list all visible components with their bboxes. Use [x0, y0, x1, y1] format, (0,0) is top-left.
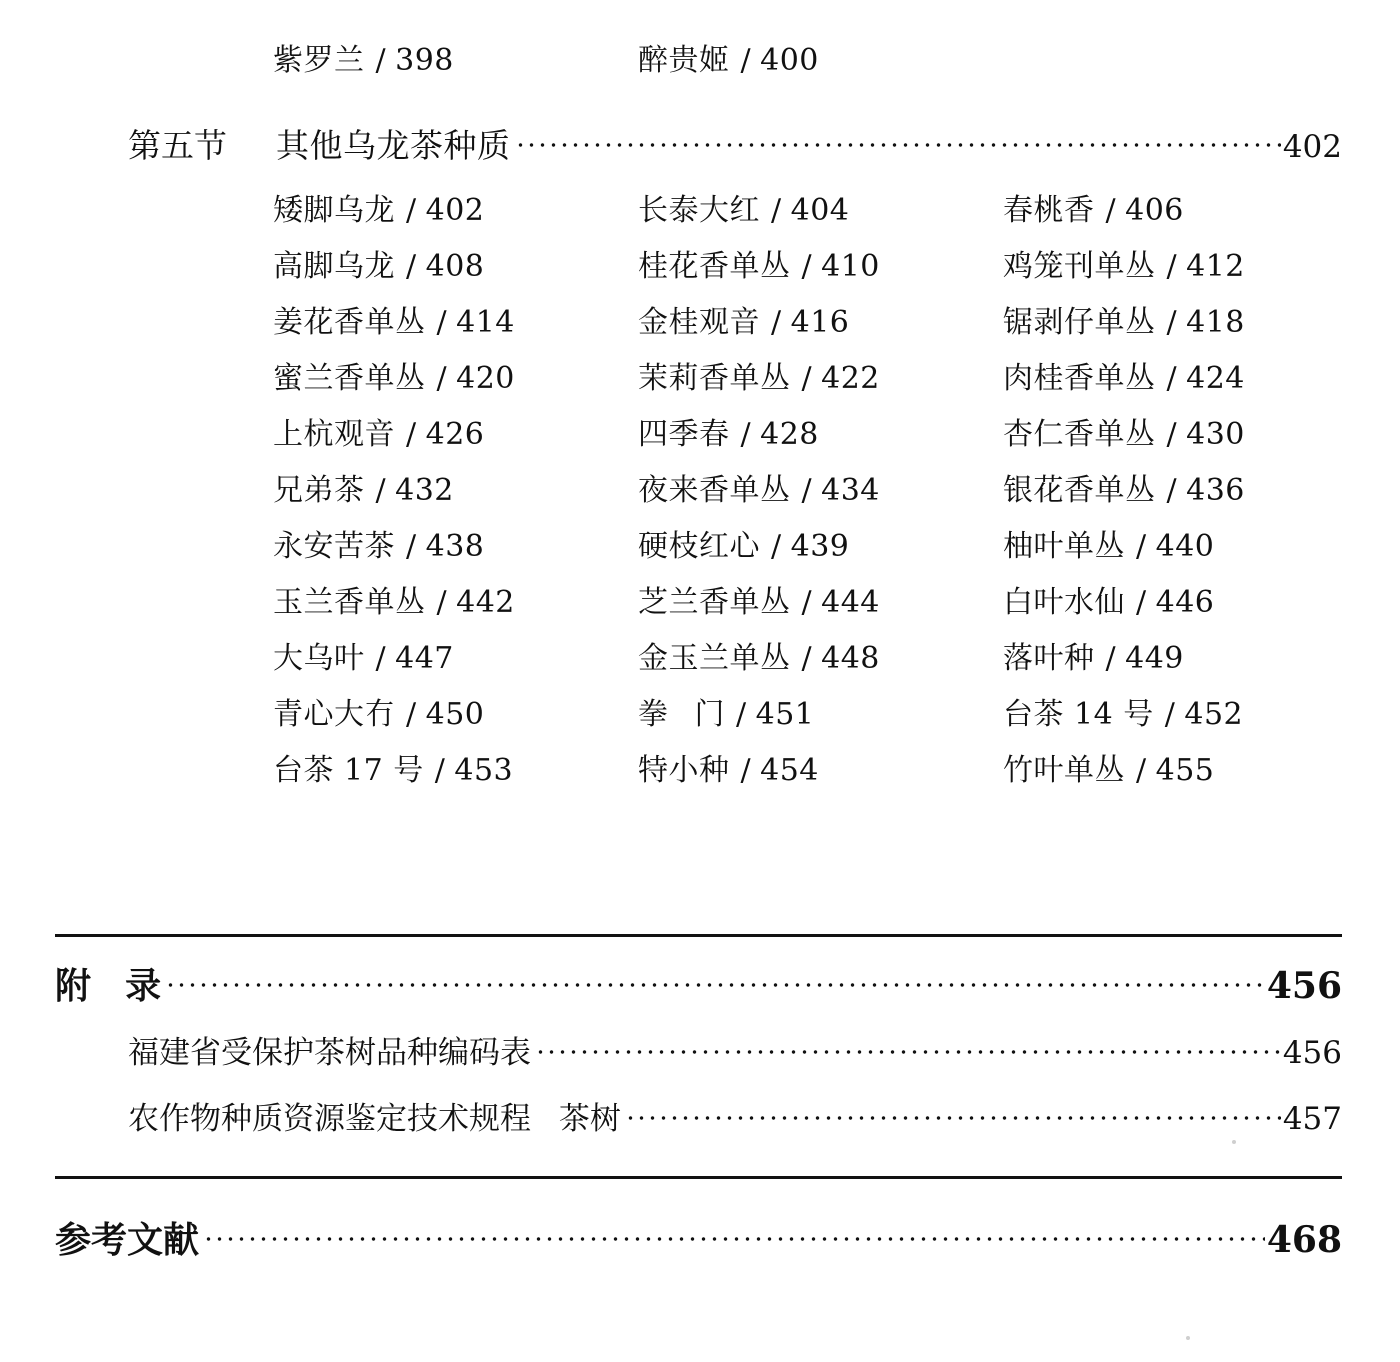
entry-name: 醉贵姬 — [638, 43, 730, 78]
entry-separator: / — [1166, 305, 1178, 340]
entry-page-number: 455 — [1155, 753, 1215, 788]
entry-page-number: 448 — [821, 641, 880, 676]
toc-entry[interactable] — [638, 473, 1003, 508]
entry-page-number: 438 — [425, 529, 485, 564]
toc-entry[interactable] — [273, 193, 638, 228]
entry-page-number: 430 — [1186, 417, 1245, 452]
entry-separator: / — [736, 697, 747, 732]
cultivar-entry-grid — [273, 193, 1368, 788]
dot-leader — [203, 1216, 1265, 1252]
toc-entry[interactable] — [273, 361, 638, 396]
entry-separator: / — [1166, 361, 1178, 396]
toc-entry[interactable] — [273, 641, 638, 676]
entry-name: 桂花香单丛 — [638, 249, 791, 284]
entry-separator: / — [436, 361, 448, 396]
appendix-title: 附录 — [55, 965, 162, 1007]
appendix-item-title-main: 农作物种质资源鉴定技术规程 — [128, 1101, 531, 1137]
entry-name: 上杭观音 — [273, 417, 395, 452]
horizontal-rule — [55, 934, 1342, 937]
entry-page-number: 398 — [395, 43, 454, 78]
toc-entry[interactable] — [638, 417, 1003, 452]
toc-entry[interactable] — [1003, 249, 1368, 284]
entry-separator: / — [406, 193, 417, 228]
entry-page-number: 404 — [790, 193, 850, 228]
toc-entry[interactable] — [1003, 529, 1368, 564]
toc-entry[interactable] — [273, 529, 638, 564]
dot-leader — [165, 962, 1265, 998]
entry-page-number: 428 — [760, 417, 819, 452]
entry-name: 锯剥仔单丛 — [1003, 305, 1156, 340]
section-number: 第五节 — [128, 126, 227, 165]
toc-entry[interactable] — [638, 193, 1003, 228]
entry-name: 特小种 — [638, 753, 730, 788]
entry-page-number: 447 — [395, 641, 454, 676]
entry-page-number: 420 — [456, 361, 515, 396]
entry-page-number: 451 — [755, 697, 815, 732]
entry-page-number: 446 — [1155, 585, 1215, 620]
appendix-item-title: 福建省受保护茶树品种编码表 — [128, 1035, 531, 1071]
entry-page-number: 424 — [1186, 361, 1245, 396]
entry-page-number: 434 — [821, 473, 880, 508]
toc-entry[interactable] — [1003, 361, 1368, 396]
entry-page-number: 432 — [395, 473, 454, 508]
entry-page-number: 406 — [1125, 193, 1184, 228]
toc-entry[interactable] — [638, 529, 1003, 564]
scan-speck — [1232, 1140, 1236, 1144]
entry-separator: / — [436, 305, 448, 340]
entry-separator: / — [771, 193, 782, 228]
entry-name: 矮脚乌龙 — [273, 193, 395, 228]
entry-name: 青心大冇 — [273, 697, 395, 732]
entry-name: 春桃香 — [1003, 193, 1095, 228]
appendix-item-page-number: 456 — [1282, 1035, 1342, 1071]
entry-separator: / — [740, 43, 752, 78]
entry-name: 杏仁香单丛 — [1003, 417, 1156, 452]
entry-name: 白叶水仙 — [1003, 585, 1125, 620]
entry-page-number: 408 — [425, 249, 485, 284]
entry-page-number: 402 — [425, 193, 485, 228]
entry-page-number: 440 — [1155, 529, 1215, 564]
entry-page-number: 453 — [454, 753, 514, 788]
entry-separator: / — [434, 753, 446, 788]
horizontal-rule — [55, 1176, 1342, 1179]
entry-separator: / — [801, 249, 813, 284]
entry-name: 竹叶单丛 — [1003, 753, 1125, 788]
section-title: 其他乌龙茶种质 — [276, 126, 511, 165]
entry-name: 玉兰香单丛 — [273, 585, 426, 620]
toc-entry[interactable] — [1003, 305, 1368, 340]
entry-name: 硬枝红心 — [638, 529, 760, 564]
entry-separator: / — [406, 529, 417, 564]
section-page-number: 402 — [1282, 129, 1342, 165]
entry-name: 茉莉香单丛 — [638, 361, 791, 396]
entry-name: 台茶 14 号 — [1003, 697, 1154, 732]
appendix-item-row[interactable] — [128, 1032, 1342, 1069]
entry-page-number: 416 — [790, 305, 850, 340]
toc-entry[interactable] — [1003, 473, 1368, 508]
entry-page-number: 436 — [1186, 473, 1245, 508]
entry-page-number: 450 — [425, 697, 485, 732]
entry-name: 大乌叶 — [273, 641, 365, 676]
entry-page-number: 418 — [1186, 305, 1245, 340]
toc-entry[interactable] — [638, 697, 1003, 732]
toc-entry[interactable] — [1003, 753, 1368, 788]
entry-page-number: 439 — [790, 529, 850, 564]
references-title: 参考文献 — [55, 1219, 200, 1261]
toc-entry[interactable] — [273, 585, 638, 620]
entry-separator: / — [1166, 417, 1178, 452]
section-heading-row[interactable] — [128, 124, 1342, 163]
toc-entry[interactable] — [273, 697, 638, 732]
entry-page-number: 422 — [821, 361, 880, 396]
toc-entry[interactable] — [1003, 585, 1368, 620]
entry-separator: / — [801, 585, 813, 620]
entry-name: 长泰大红 — [638, 193, 760, 228]
entry-name: 夜来香单丛 — [638, 473, 791, 508]
appendix-item-row[interactable] — [128, 1098, 1342, 1135]
entry-name: 永安苦茶 — [273, 529, 395, 564]
entry-page-number: 412 — [1186, 249, 1245, 284]
toc-entry[interactable] — [273, 305, 638, 340]
toc-entry[interactable] — [638, 753, 1003, 788]
toc-entry[interactable] — [638, 361, 1003, 396]
entry-separator: / — [1166, 473, 1178, 508]
toc-entry[interactable] — [273, 417, 638, 452]
entry-name: 台茶 17 号 — [273, 753, 424, 788]
toc-entry[interactable] — [273, 753, 638, 788]
entry-name: 银花香单丛 — [1003, 473, 1156, 508]
references-page-number: 468 — [1266, 1219, 1342, 1261]
entry-separator: / — [771, 305, 782, 340]
entry-separator: / — [375, 43, 387, 78]
entry-page-number: 410 — [821, 249, 880, 284]
entry-separator: / — [771, 529, 782, 564]
entry-page-number: 442 — [456, 585, 515, 620]
toc-entry[interactable] — [1003, 697, 1368, 732]
entry-separator: / — [801, 641, 813, 676]
entry-name: 金桂观音 — [638, 305, 760, 340]
entry-page-number: 426 — [425, 417, 485, 452]
entry-separator: / — [1164, 697, 1176, 732]
entry-separator: / — [406, 697, 417, 732]
toc-entry[interactable] — [1003, 641, 1368, 676]
entry-name: 紫罗兰 — [273, 43, 365, 78]
entry-separator: / — [801, 361, 813, 396]
entry-separator: / — [1166, 249, 1178, 284]
entry-page-number: 400 — [760, 43, 819, 78]
toc-entry[interactable] — [273, 43, 638, 78]
toc-entry[interactable] — [638, 249, 1003, 284]
appendix-page-number: 456 — [1266, 965, 1342, 1007]
entry-separator: / — [1136, 585, 1147, 620]
entry-page-number: 444 — [821, 585, 880, 620]
entry-name: 柚叶单丛 — [1003, 529, 1125, 564]
appendix-item-title — [128, 1101, 621, 1137]
entry-separator: / — [740, 417, 752, 452]
entry-name: 拳门 — [638, 697, 725, 732]
scan-speck — [1186, 1336, 1190, 1340]
toc-entry[interactable] — [273, 473, 638, 508]
dot-leader — [625, 1098, 1281, 1129]
entry-separator: / — [1136, 529, 1147, 564]
appendix-item-page-number: 457 — [1282, 1101, 1342, 1137]
entry-separator: / — [375, 473, 387, 508]
entry-separator: / — [1105, 193, 1117, 228]
entry-separator: / — [740, 753, 752, 788]
entry-name: 芝兰香单丛 — [638, 585, 791, 620]
entry-separator: / — [801, 473, 813, 508]
entry-name: 兄弟茶 — [273, 473, 365, 508]
entry-name: 金玉兰单丛 — [638, 641, 791, 676]
entry-name: 落叶种 — [1003, 641, 1095, 676]
entry-page-number: 449 — [1125, 641, 1184, 676]
entry-page-number: 454 — [760, 753, 819, 788]
references-heading-row[interactable] — [55, 1216, 1342, 1261]
entry-name: 蜜兰香单丛 — [273, 361, 426, 396]
entry-separator: / — [1105, 641, 1117, 676]
entry-name: 高脚乌龙 — [273, 249, 395, 284]
entry-separator: / — [436, 585, 448, 620]
entry-separator: / — [375, 641, 387, 676]
appendix-heading-row[interactable] — [55, 962, 1342, 1007]
dot-leader — [515, 124, 1281, 157]
entry-page-number: 414 — [456, 305, 515, 340]
entry-separator: / — [1136, 753, 1147, 788]
entry-name: 姜花香单丛 — [273, 305, 426, 340]
entry-name: 四季春 — [638, 417, 730, 452]
toc-entry[interactable] — [638, 585, 1003, 620]
entry-name: 鸡笼刊单丛 — [1003, 249, 1156, 284]
entry-name: 肉桂香单丛 — [1003, 361, 1156, 396]
toc-entry[interactable] — [638, 305, 1003, 340]
toc-entry[interactable] — [638, 43, 1003, 78]
top-entry-pair — [273, 43, 1368, 78]
entry-page-number: 452 — [1184, 697, 1244, 732]
toc-entry[interactable] — [638, 641, 1003, 676]
appendix-item-title-sub: 茶树 — [558, 1101, 621, 1137]
entry-separator: / — [406, 249, 417, 284]
toc-entry[interactable] — [1003, 417, 1368, 452]
toc-entry[interactable] — [1003, 193, 1368, 228]
dot-leader — [535, 1032, 1281, 1063]
toc-entry[interactable] — [273, 249, 638, 284]
entry-separator: / — [406, 417, 417, 452]
